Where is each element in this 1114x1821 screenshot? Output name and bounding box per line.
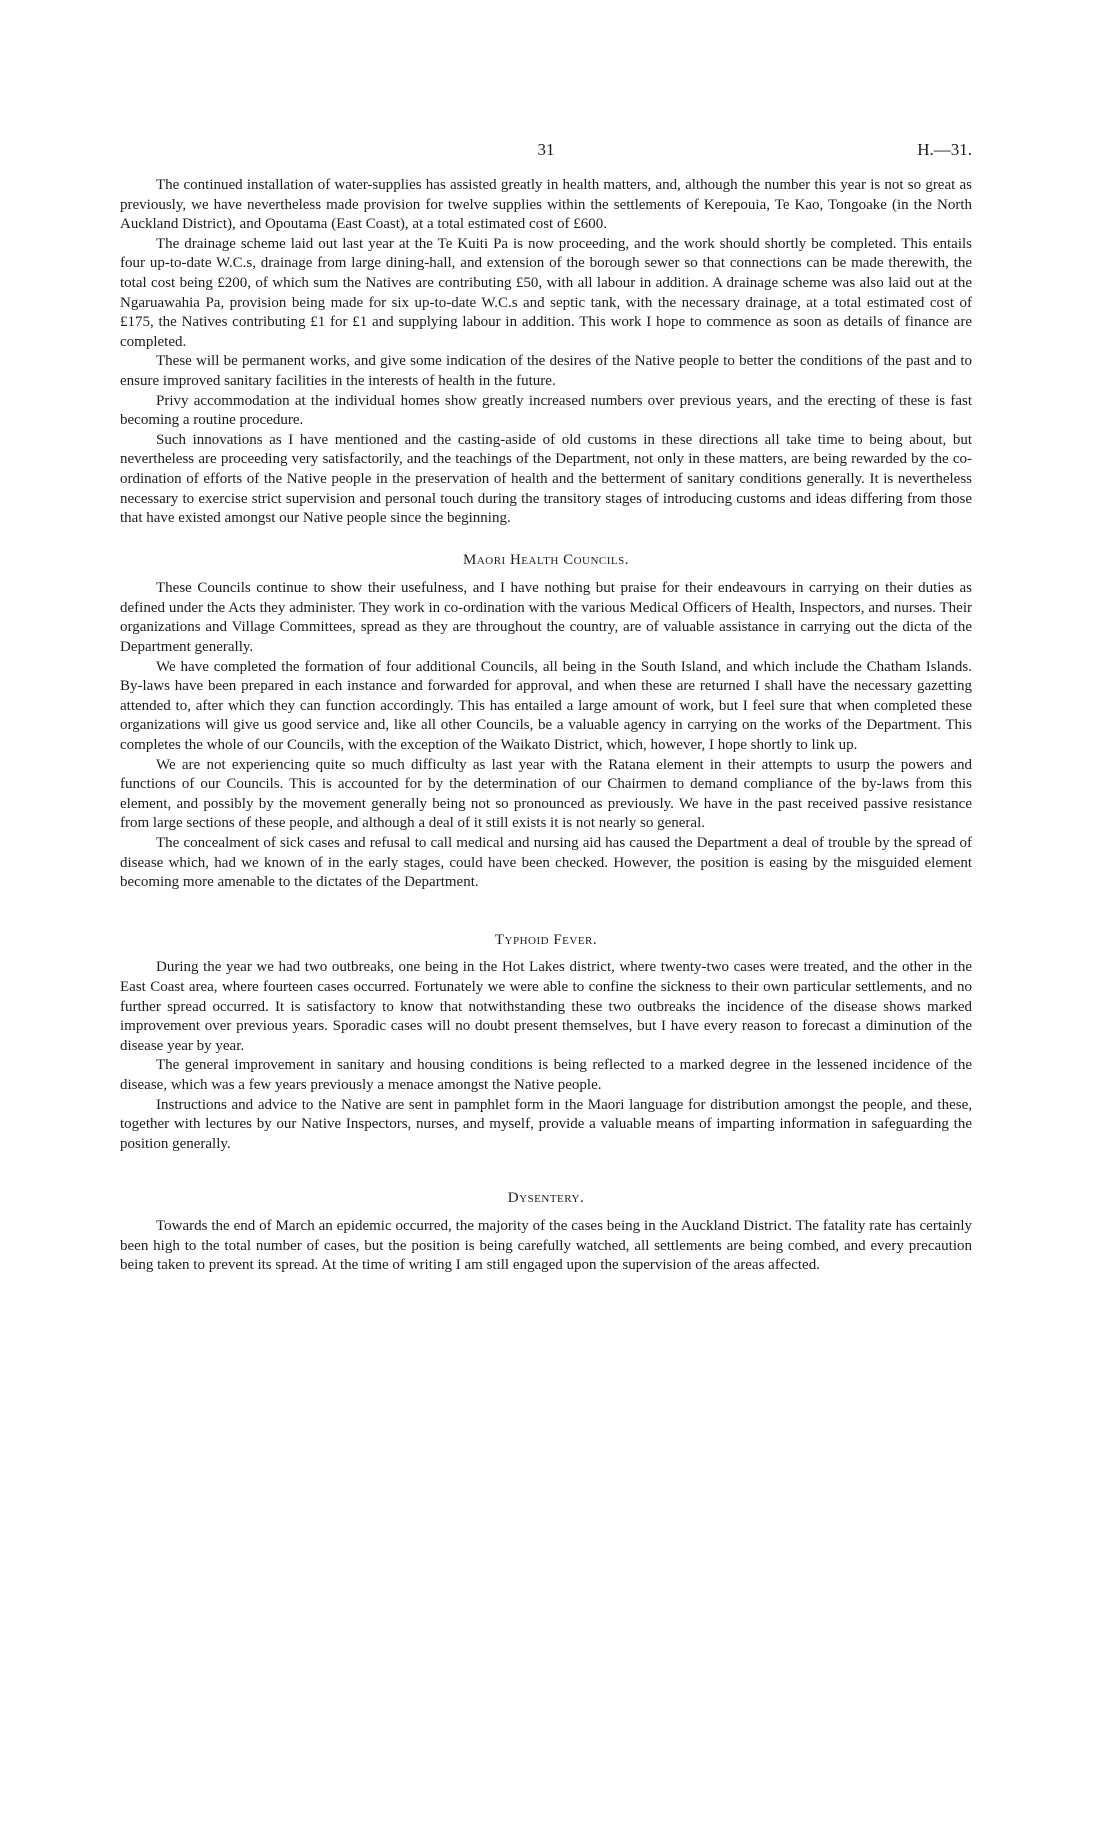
section-heading-typhoid-fever: Typhoid Fever. [494,931,598,948]
paragraph-water-supplies: The continued installation of water-supplies has assisted greatly in health matters, and, although the number this year is not so great as previously, we have nevertheless made provision for twelve supplies within the settlements of Kerepouia, Te Kao, Tongoake (in the North Auckland District), and Opoutama (East Coast), at a total estimated cost of £600. [120,177,972,233]
paragraph-innovations: Such innovations as I have mentioned and the casting-aside of old customs in these directions all take time to being about, but nevertheless are proceeding very satisfactorily, and the teachings of the Department, not only in these matters, are being rewarded by the co-ordination of efforts of the Native people in the preservation of health and the betterment of sanitary conditions generally. It is nevertheless necessary to exercise strict supervision and personal touch during the transitory stages of introducing customs and ideas differing from those that have existed amongst our Native people since the beginning. [120,431,972,527]
paragraph-sanitary-improvement: The general improvement in sanitary and housing conditions is being reflected to a marked degree in the lessened incidence of the disease, which was a few years previously a menace amongst the Native people. [120,1057,972,1093]
paragraph-concealment-sick-cases: The concealment of sick cases and refusal to call medical and nursing aid has caused the Department a deal of trouble by the spread of disease which, had we known of in the early stages, could have been checked. However, the position is easing by the misguided element becoming more amenable to the dictates of the Department. [120,835,972,891]
paragraph-typhoid-outbreaks: During the year we had two outbreaks, one being in the Hot Lakes district, where twenty-two cases were treated, and the other in the East Coast area, where fourteen cases occurred. Fortunately we were able to confine the sickness to their own particular settlements, and no further spread occurred. It is satisfactory to know that notwithstanding these two outbreaks the incidence of the disease shows marked improvement over previous years. Sporadic cases will no doubt present themselves, but I have every reason to forecast a diminution of the disease year by year. [120,959,972,1054]
page-reference: H.—31. [917,140,972,159]
paragraph-councils-usefulness: These Councils continue to show their usefulness, and I have nothing but praise for their endeavours in carrying on their duties as defined under the Acts they administer. They work in co-ordination with the various Medical Officers of Health, Inspectors, and nurses. Their organizations and Village Committees, spread as they are throughout the country, are of valuable assistance in carrying out the dicta of the Department generally. [120,580,972,656]
paragraph-permanent-works: These will be permanent works, and give some indication of the desires of the Native people to better the conditions of the past and to ensure improved sanitary facilities in the interests of health in the future. [120,353,972,389]
page-number: 31 [537,140,555,159]
paragraph-additional-councils: We have completed the formation of four additional Councils, all being in the South Island, and which include the Chatham Islands. By-laws have been prepared in each instance and forwarded for approval, and when these are returned I shall have the necessary gazetting attended to, after which they can function accordingly. This has entailed a large amount of work, but I feel sure that when completed these organizations will give us good service and, like all other Councils, be a valuable agency in carrying on the works of the Department. This completes the whole of our Councils, with the exception of the Waikato District, which, however, I hope shortly to link up. [120,658,972,754]
paragraph-privy-accommodation: Privy accommodation at the individual homes show greatly increased numbers over previous years, and the erecting of these is fast becoming a routine procedure. [120,392,972,429]
paragraph-pamphlet-instructions: Instructions and advice to the Native are sent in pamphlet form in the Maori language for distribution amongst the people, and these, together with lectures by our Native Inspectors, nurses, and myself, provide a valuable means of imparting information in safeguarding the position generally. [120,1096,972,1152]
page-header [120,140,972,164]
paragraph-ratana-element: We are not experiencing quite so much difficulty as last year with the Ratana element in their attempts to usurp the powers and functions of our Councils. This is accounted for by the determination of our Chairmen to demand compliance of the by-laws from this element, and possibly by the movement generally being not so pronounced as previously. We have in the past received passive resistance from large sections of these people, and although a deal of it still exists it is not nearly so general. [120,756,972,832]
section-heading-dysentery: Dysentery. [507,1190,585,1207]
paragraph-drainage-scheme: The drainage scheme laid out last year at the Te Kuiti Pa is now proceeding, and the work should shortly be completed. This entails four up-to-date W.C.s, drainage from large dining-hall, and extension of the borough sewer so that connections can be made therewith, the total cost being £200, of which sum the Natives are contributing £50, with all labour in addition. A drainage scheme was also laid out at the Ngaruawahia Pa, provision being made for six up-to-date W.C.s and septic tank, with the necessary drainage, at a total estimated cost of £175, the Natives contributing £1 for £1 and supplying labour in addition. This work I hope to commence as soon as details of finance are completed. [120,235,972,350]
paragraph-dysentery-epidemic: Towards the end of March an epidemic occurred, the majority of the cases being in the Auckland District. The fatality rate has certainly been high to the total number of cases, but the position is being carefully watched, all settlements are being combed, and every precaution being taken to prevent its spread. At the time of writing I am still engaged upon the supervision of the areas affected. [120,1217,972,1274]
page-body [120,176,972,1276]
section-heading-maori-health-councils: Maori Health Councils. [462,551,630,568]
